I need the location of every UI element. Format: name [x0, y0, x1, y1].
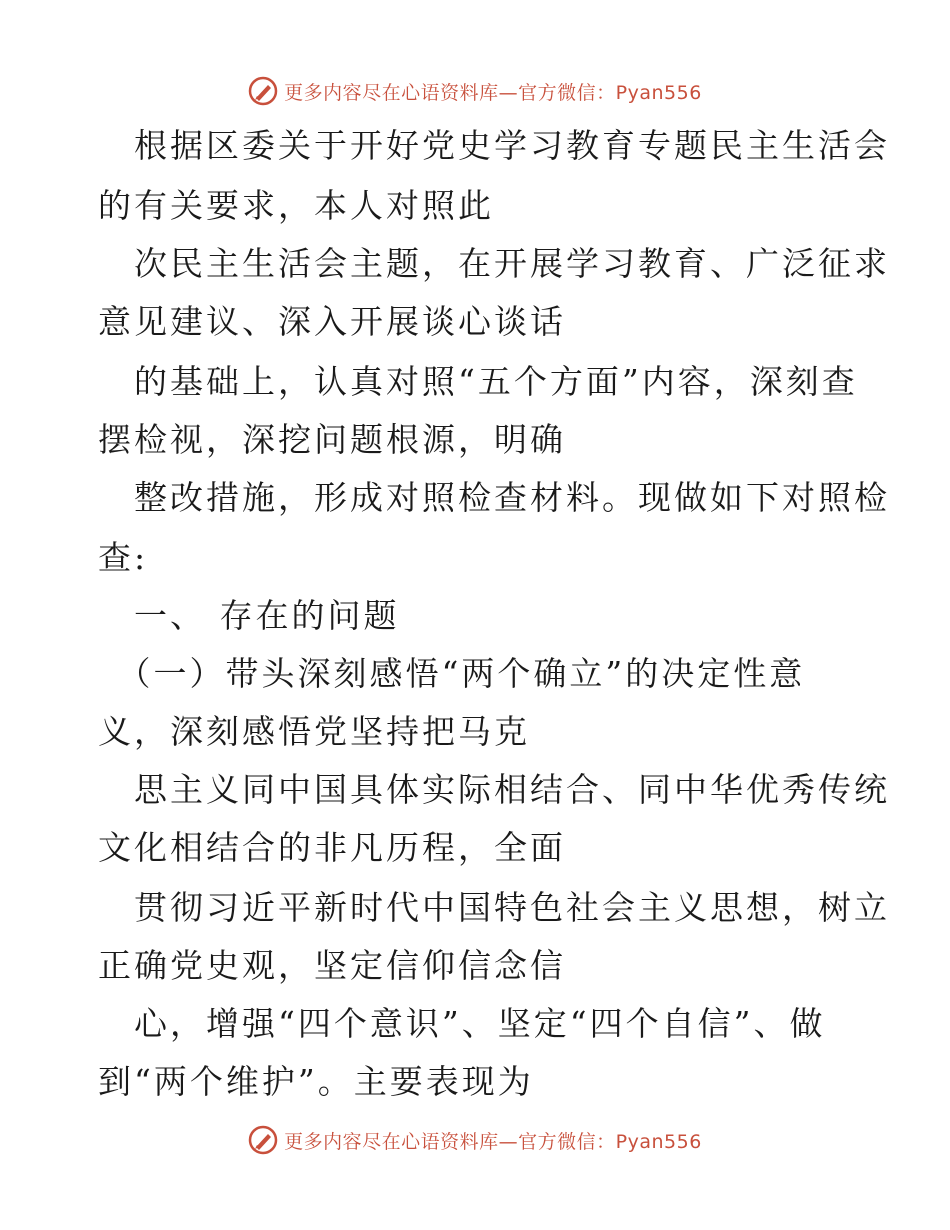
section-heading: 一、 存在的问题	[98, 596, 400, 635]
paragraph-line: 正确党史观，坚定信仰信念信	[98, 946, 566, 985]
paragraph-line: 整改措施，形成对照检查材料。现做如下对照检	[98, 478, 890, 517]
paragraph-line: 意见建议、深入开展谈心谈话	[98, 302, 566, 341]
paragraph-line: 文化相结合的非凡历程，全面	[98, 828, 566, 867]
paragraph-line: 义，深刻感悟党坚持把马克	[98, 712, 530, 751]
pen-logo-icon	[248, 1125, 278, 1155]
paragraph-line: 贯彻习近平新时代中国特色社会主义思想，树立	[98, 888, 890, 927]
paragraph-line: 查:	[98, 538, 149, 577]
paragraph-line: 思主义同中国具体实际相结合、同中华优秀传统	[98, 770, 890, 809]
paragraph-line: 的基础上，认真对照“五个方面”内容，深刻查	[98, 362, 858, 401]
watermark-wechat-id: Pyan556	[615, 81, 702, 104]
header-watermark	[0, 71, 950, 111]
paragraph-line: 根据区委关于开好党史学习教育专题民主生活会	[98, 126, 890, 165]
watermark-text: 更多内容尽在心语资料库—官方微信：Pyan556	[284, 81, 702, 104]
subsection-heading: （一）带头深刻感悟“两个确立”的决定性意	[98, 654, 806, 693]
pen-logo-icon	[248, 76, 278, 106]
footer-watermark	[0, 1120, 950, 1160]
watermark-text: 更多内容尽在心语资料库—官方微信：Pyan556	[284, 1130, 702, 1153]
watermark-wechat-id: Pyan556	[615, 1130, 702, 1153]
paragraph-line: 的有关要求，本人对照此	[98, 186, 494, 225]
paragraph-line: 摆检视，深挖问题根源，明确	[98, 420, 566, 459]
paragraph-line: 次民主生活会主题，在开展学习教育、广泛征求	[98, 244, 890, 283]
paragraph-line: 到“两个维护”。主要表现为	[98, 1062, 534, 1101]
paragraph-line: 心，增强“四个意识”、坚定“四个自信”、做	[98, 1004, 826, 1043]
